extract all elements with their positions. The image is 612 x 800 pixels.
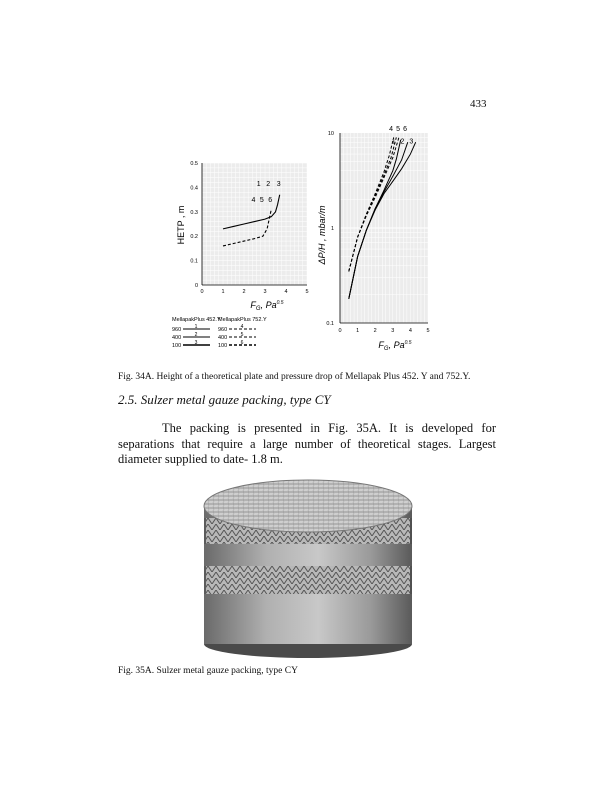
legend-col1-title: MellapakPlus 452.Y bbox=[172, 317, 221, 323]
figure-35a-caption: Fig. 35A. Sulzer metal gauze packing, type CY bbox=[118, 666, 298, 676]
dp-y-tick: 0.1 bbox=[326, 321, 334, 327]
dp-curve-label-2: 2 bbox=[400, 138, 405, 146]
legend-752-row-3-label: 100 bbox=[218, 343, 228, 349]
section-paragraph: The packing is presented in Fig. 35A. It is developed for separations that require a large number of theoretical stages. Largest diameter supplied to date- 1.8 m. bbox=[118, 421, 496, 466]
hetp-x-tick: 5 bbox=[305, 289, 309, 295]
hetp-y-tick: 0.2 bbox=[190, 234, 198, 241]
page-number: 433 bbox=[470, 98, 487, 110]
hetp-y-axis-label: HETP , m bbox=[176, 205, 186, 245]
legend-452-row-1-label: 960 bbox=[172, 327, 182, 333]
legend-452-row-2-marker: 2 bbox=[194, 332, 198, 338]
dp-curve-label-6: 6 bbox=[403, 125, 408, 133]
dp-y-tick: 1 bbox=[330, 226, 334, 232]
legend-452-row-1-marker: 1 bbox=[194, 324, 198, 330]
legend-752-row-2-label: 400 bbox=[218, 335, 228, 341]
dp-x-tick: 0 bbox=[338, 328, 342, 334]
hetp-curve-label-4: 4 bbox=[251, 197, 256, 205]
legend-752-row-1-label: 960 bbox=[218, 327, 228, 333]
hetp-x-tick: 2 bbox=[242, 289, 246, 295]
hetp-x-tick: 3 bbox=[263, 289, 267, 295]
dp-curve-label-5: 5 bbox=[396, 125, 401, 133]
dp-curve-label-1: 1 bbox=[391, 138, 396, 146]
packing-band-middle bbox=[204, 544, 412, 566]
hetp-chart-grid bbox=[202, 163, 307, 285]
section-heading: 2.5. Sulzer metal gauze packing, type CY bbox=[118, 392, 331, 407]
dp-curve-label-3: 3 bbox=[409, 138, 414, 146]
dp-y-tick: 10 bbox=[327, 131, 334, 137]
packing-band-bottom bbox=[204, 594, 412, 644]
gauze-packing-photo bbox=[196, 470, 420, 660]
hetp-x-axis-label-unit: , Pa bbox=[260, 300, 277, 310]
dp-x-axis-label-sup: 0.5 bbox=[404, 340, 412, 346]
legend-752-row-2-marker: 5 bbox=[240, 332, 244, 338]
hetp-y-tick: 0.1 bbox=[190, 258, 198, 265]
dp-x-tick: 3 bbox=[391, 328, 395, 334]
legend-452-row-2-label: 400 bbox=[172, 335, 182, 341]
hetp-y-tick: 0.5 bbox=[190, 161, 198, 167]
dp-x-axis-label-sub: G bbox=[383, 346, 389, 352]
pressure-drop-chart bbox=[305, 125, 440, 355]
dp-curve-label-4: 4 bbox=[389, 125, 393, 133]
hetp-y-tick: 0 bbox=[194, 283, 198, 289]
hetp-curve-label-6: 6 bbox=[268, 197, 273, 205]
hetp-chart bbox=[170, 155, 320, 315]
hetp-y-tick: 0.3 bbox=[190, 209, 198, 216]
hetp-plot-background bbox=[202, 163, 307, 285]
hetp-y-tick: 0.4 bbox=[190, 185, 198, 192]
legend-452-row-3-marker: 3 bbox=[194, 340, 198, 346]
dp-x-tick: 1 bbox=[356, 328, 360, 334]
hetp-curve-label-2: 2 bbox=[266, 181, 271, 189]
dp-chart-grid bbox=[340, 133, 428, 323]
legend-col2-title: MellapakPlus 752.Y bbox=[218, 317, 267, 323]
hetp-x-tick: 1 bbox=[221, 289, 225, 295]
legend-752-row-1-marker: 4 bbox=[240, 324, 244, 330]
legend-752-row-3-marker: 6 bbox=[240, 340, 244, 346]
hetp-x-axis-label-sub: G bbox=[255, 306, 261, 312]
hetp-x-axis-label-sup: 0.5 bbox=[276, 300, 284, 306]
packing-weave-lower bbox=[206, 566, 410, 594]
dp-x-tick: 5 bbox=[426, 328, 430, 334]
figure-34a-legend bbox=[170, 314, 320, 364]
dp-x-axis-label: $F_G$, $Pa^{0.5}$ bbox=[378, 340, 412, 352]
dp-y-axis-label: ΔP/H , mbar/m bbox=[317, 205, 327, 265]
legend-svg bbox=[170, 314, 320, 364]
hetp-x-tick: 0 bbox=[200, 289, 204, 295]
packing-top-surface bbox=[204, 480, 412, 532]
hetp-x-tick: 4 bbox=[284, 289, 288, 295]
legend-452-row-3-label: 100 bbox=[172, 343, 182, 349]
hetp-curve-label-3: 3 bbox=[276, 181, 281, 189]
hetp-curve-label-5: 5 bbox=[259, 197, 264, 205]
hetp-x-axis-label: $F_G$, $Pa^{0.5}$ bbox=[250, 300, 284, 312]
hetp-curve-label-1: 1 bbox=[256, 181, 261, 189]
dp-x-tick: 4 bbox=[408, 328, 412, 334]
dp-x-tick: 2 bbox=[373, 328, 377, 334]
dp-x-axis-label-unit: , Pa bbox=[388, 340, 405, 350]
figure-34a-caption: Fig. 34A. Height of a theoretical plate and pressure drop of Mellapak Plus 452. Y and 752.Y. bbox=[118, 372, 471, 382]
